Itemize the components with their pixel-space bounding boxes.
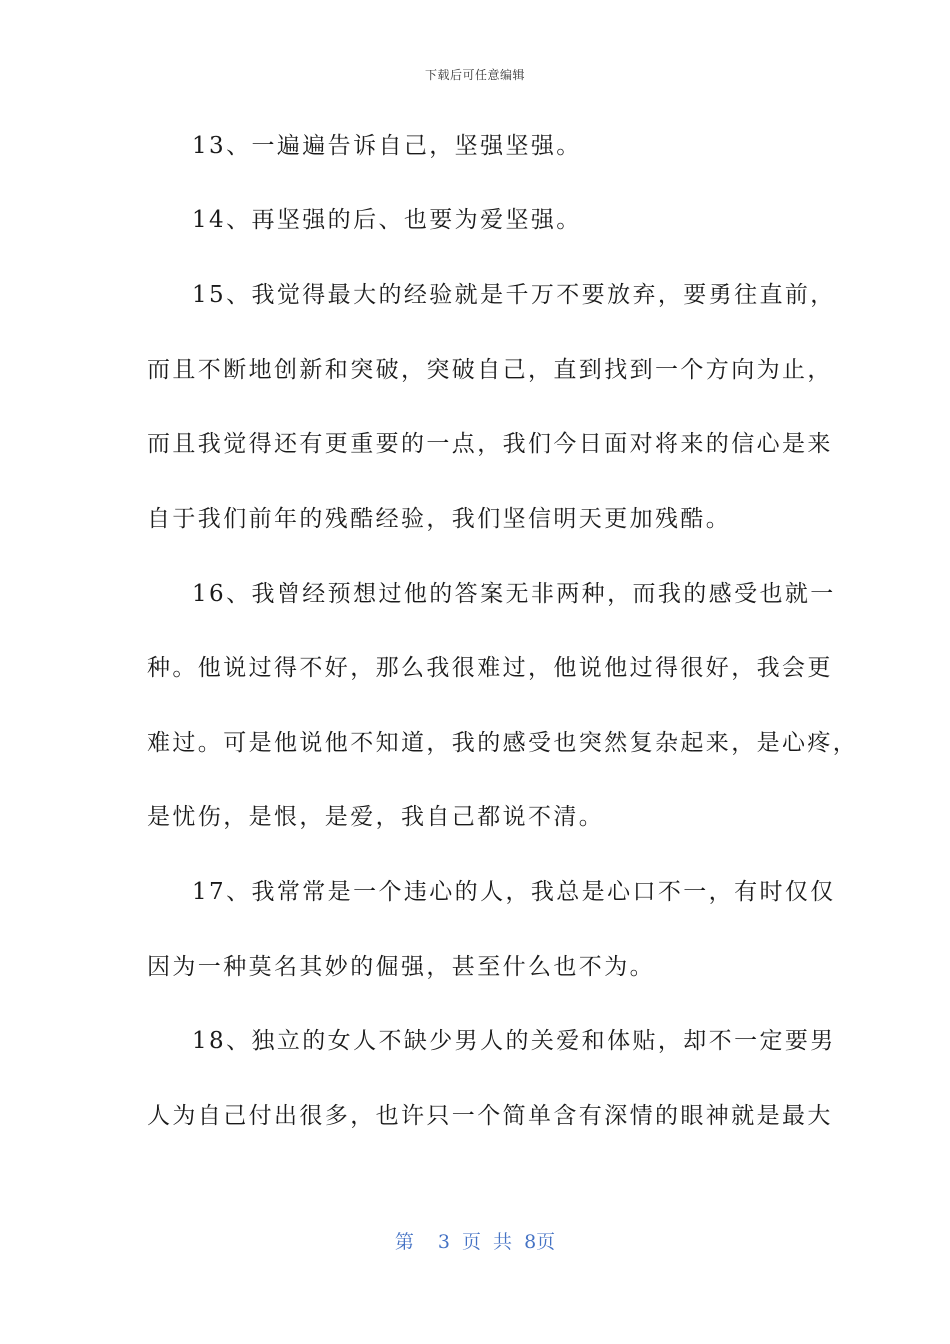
page-number-footer: 第 3 页 共 8页	[394, 1231, 556, 1253]
paragraph-line: 13、一遍遍告诉自己，坚强坚强。	[192, 133, 582, 159]
paragraph-line: 而且不断地创新和突破，突破自己，直到找到一个方向为止，	[147, 357, 833, 383]
paragraph-line: 因为一种莫名其妙的倔强，甚至什么也不为。	[147, 954, 655, 980]
paragraph-line: 种。他说过得不好，那么我很难过，他说他过得很好，我会更	[147, 655, 833, 681]
paragraph-line: 17、我常常是一个违心的人，我总是心口不一，有时仅仅	[192, 879, 836, 905]
paragraph-line: 16、我曾经预想过他的答案无非两种，而我的感受也就一	[192, 581, 836, 607]
paragraph-line: 难过。可是他说他不知道，我的感受也突然复杂起来，是心疼，	[147, 730, 859, 756]
paragraph-line: 18、独立的女人不缺少男人的关爱和体贴，却不一定要男	[192, 1028, 836, 1054]
paragraph-line: 而且我觉得还有更重要的一点，我们今日面对将来的信心是来	[147, 431, 833, 457]
paragraph-line: 14、再坚强的后、也要为爱坚强。	[192, 207, 582, 233]
paragraph-line: 15、我觉得最大的经验就是千万不要放弃，要勇往直前，	[192, 282, 836, 308]
paragraph-line: 是忧伤，是恨，是爱，我自己都说不清。	[147, 804, 605, 830]
paragraph-line: 人为自己付出很多，也许只一个简单含有深情的眼神就是最大	[147, 1103, 833, 1129]
page-header: 下载后可任意编辑	[424, 68, 525, 82]
paragraph-line: 自于我们前年的残酷经验，我们坚信明天更加残酷。	[147, 506, 732, 532]
